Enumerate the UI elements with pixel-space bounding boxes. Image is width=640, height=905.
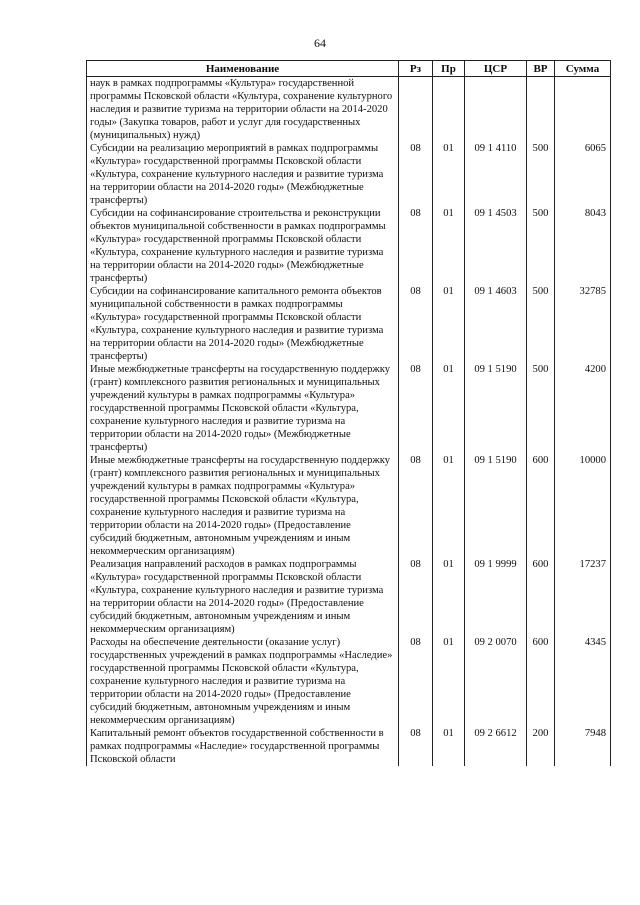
- cell-pr: 01: [433, 636, 465, 727]
- header-pr: Пр: [433, 61, 465, 77]
- cell-sum: [555, 77, 611, 143]
- cell-rz: 08: [399, 285, 433, 363]
- table-row: [87, 727, 611, 766]
- cell-sum: 10000: [555, 454, 611, 558]
- cell-vr: 500: [527, 363, 555, 454]
- cell-pr: 01: [433, 142, 465, 207]
- cell-name: Реализация направлений расходов в рамках подпрограммы «Культура» государственной программы Псковской области «Культура, сохранение культурного наследия и развитие туризма на территории области на 2014-2020 годы» (Предоставление субсидий бюджетным, автономным учреждениям и иным некоммерческим организациям): [87, 558, 399, 636]
- cell-vr: 600: [527, 636, 555, 727]
- cell-rz: 08: [399, 454, 433, 558]
- cell-vr: 500: [527, 285, 555, 363]
- cell-vr: 200: [527, 727, 555, 766]
- cell-csr: 09 1 5190: [465, 363, 527, 454]
- cell-rz: 08: [399, 142, 433, 207]
- page-number: 64: [314, 36, 326, 50]
- header-rz: Рз: [399, 61, 433, 77]
- cell-csr: 09 1 4110: [465, 142, 527, 207]
- table-header-row: [87, 61, 611, 77]
- header-csr: ЦСР: [465, 61, 527, 77]
- table-row: [87, 636, 611, 727]
- cell-vr: 500: [527, 142, 555, 207]
- cell-rz: [399, 77, 433, 143]
- table-row: [87, 558, 611, 636]
- cell-pr: 01: [433, 363, 465, 454]
- cell-csr: [465, 77, 527, 143]
- cell-csr: 09 1 9999: [465, 558, 527, 636]
- cell-vr: [527, 77, 555, 143]
- table-row: [87, 363, 611, 454]
- cell-rz: 08: [399, 363, 433, 454]
- cell-sum: 4200: [555, 363, 611, 454]
- cell-sum: 17237: [555, 558, 611, 636]
- cell-rz: 08: [399, 558, 433, 636]
- cell-name: Расходы на обеспечение деятельности (оказание услуг) государственных учреждений в рамках подпрограммы «Наследие» государственной программы Псковской области «Культура, сохранение культурного наследия и развитие туризма на территории области на 2014-2020 годы» (Предоставление субсидий бюджетным, автономным учреждениям и иным некоммерческим организациям): [87, 636, 399, 727]
- budget-table: [86, 60, 611, 766]
- cell-name: Иные межбюджетные трансферты на государственную поддержку (грант) комплексного развития региональных и муниципальных учреждений культуры в рамках подпрограммы «Культура» государственной программы Псковской области «Культура, сохранение культурного наследия и развитие туризма на территории области на 2014-2020 годы» (Межбюджетные трансферты): [87, 363, 399, 454]
- cell-csr: 09 2 0070: [465, 636, 527, 727]
- table-row: [87, 207, 611, 285]
- cell-pr: 01: [433, 727, 465, 766]
- cell-sum: 4345: [555, 636, 611, 727]
- cell-csr: 09 1 5190: [465, 454, 527, 558]
- cell-pr: 01: [433, 454, 465, 558]
- cell-sum: 8043: [555, 207, 611, 285]
- table-row: [87, 142, 611, 207]
- cell-rz: 08: [399, 727, 433, 766]
- cell-csr: 09 1 4603: [465, 285, 527, 363]
- cell-vr: 500: [527, 207, 555, 285]
- cell-sum: 7948: [555, 727, 611, 766]
- cell-pr: [433, 77, 465, 143]
- table-row: [87, 285, 611, 363]
- cell-name: наук в рамках подпрограммы «Культура» государственной программы Псковской области «Культура, сохранение культурного наследия и развитие туризма на территории области на 2014-2020 годы» (Закупка товаров, работ и услуг для государственных (муниципальных) нужд): [87, 77, 399, 143]
- table-row: [87, 77, 611, 143]
- cell-rz: 08: [399, 636, 433, 727]
- cell-name: Капитальный ремонт объектов государственной собственности в рамках подпрограммы «Наследие» государственной программы Псковской области: [87, 727, 399, 766]
- cell-rz: 08: [399, 207, 433, 285]
- header-vr: ВР: [527, 61, 555, 77]
- header-sum: Сумма: [555, 61, 611, 77]
- cell-name: Субсидии на софинансирование строительства и реконструкции объектов муниципальной собственности в рамках подпрограммы «Культура» государственной программы Псковской области «Культура, сохранение культурного наследия и развитие туризма на территории области на 2014-2020 годы» (Межбюджетные трансферты): [87, 207, 399, 285]
- cell-name: Иные межбюджетные трансферты на государственную поддержку (грант) комплексного развития региональных и муниципальных учреждений культуры в рамках подпрограммы «Культура» государственной программы Псковской области «Культура, сохранение культурного наследия и развитие туризма на территории области на 2014-2020 годы» (Предоставление субсидий бюджетным, автономным учреждениям и иным некоммерческим организациям): [87, 454, 399, 558]
- cell-name: Субсидии на реализацию мероприятий в рамках подпрограммы «Культура» государственной программы Псковской области «Культура, сохранение культурного наследия и развитие туризма на территории области на 2014-2020 годы» (Межбюджетные трансферты): [87, 142, 399, 207]
- table-row: [87, 454, 611, 558]
- cell-vr: 600: [527, 558, 555, 636]
- cell-csr: 09 2 6612: [465, 727, 527, 766]
- cell-name: Субсидии на софинансирование капитального ремонта объектов муниципальной собственности в рамках подпрограммы «Культура» государственной программы Псковской области «Культура, сохранение культурного наследия и развитие туризма на территории области на 2014-2020 годы» (Межбюджетные трансферты): [87, 285, 399, 363]
- cell-sum: 32785: [555, 285, 611, 363]
- cell-vr: 600: [527, 454, 555, 558]
- cell-pr: 01: [433, 285, 465, 363]
- cell-pr: 01: [433, 558, 465, 636]
- cell-csr: 09 1 4503: [465, 207, 527, 285]
- header-name: Наименование: [87, 61, 399, 77]
- cell-sum: 6065: [555, 142, 611, 207]
- cell-pr: 01: [433, 207, 465, 285]
